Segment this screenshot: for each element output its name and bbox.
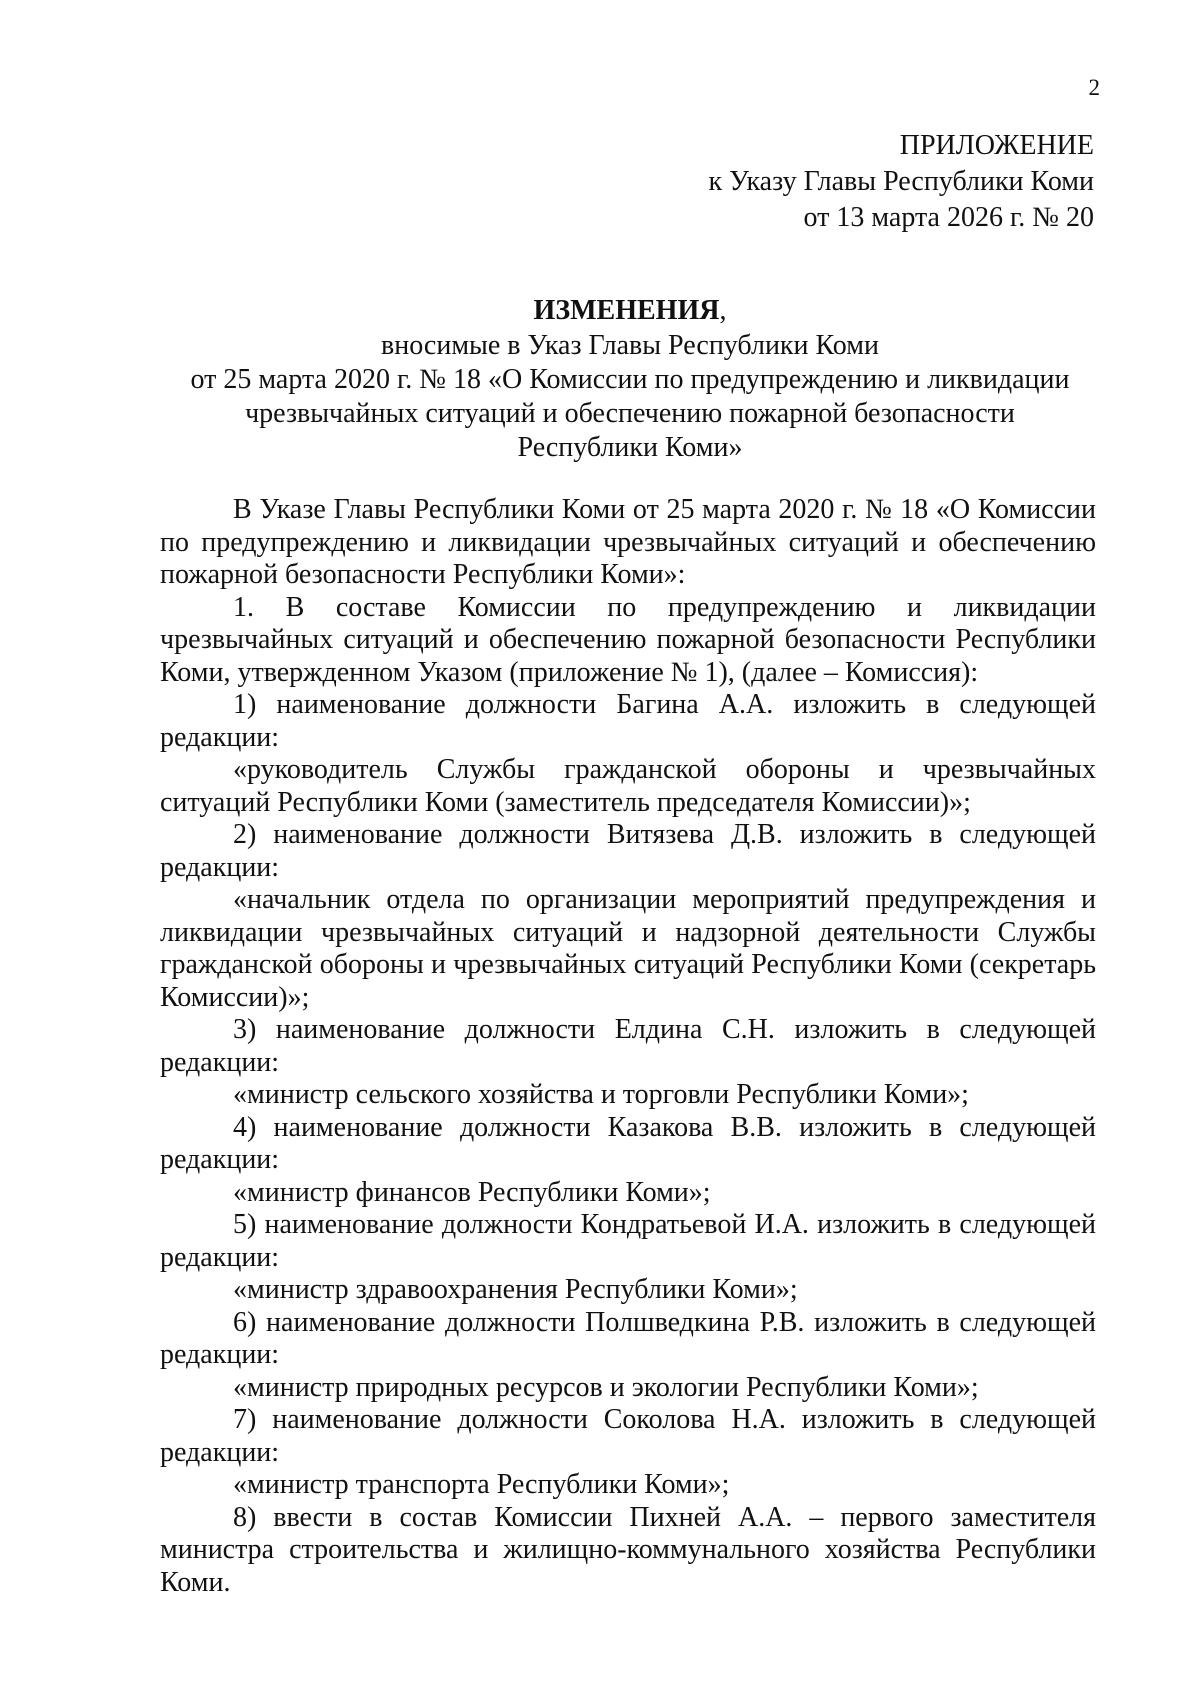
item-3-text: «министр сельского хозяйства и торговли Республики Коми»; bbox=[233, 1079, 969, 1110]
appendix-label: ПРИЛОЖЕНИЕ bbox=[899, 130, 1094, 161]
subtitle-line: чрезвычайных ситуаций и обеспечению пожарной безопасности bbox=[245, 398, 1015, 429]
item-4: 4) наименование должности Казакова В.В. изложить в следующей редакции: bbox=[160, 1111, 1096, 1175]
subtitle-line: Республики Коми» bbox=[517, 432, 743, 463]
item-6: 6) наименование должности Полшведкина Р.В. изложить в следующей редакции: bbox=[160, 1306, 1096, 1370]
appendix-header bbox=[594, 128, 1094, 236]
item-7-text: «министр транспорта Республики Коми»; bbox=[233, 1469, 730, 1500]
subtitle-line: от 25 марта 2020 г. № 18 «О Комиссии по предупреждению и ликвидации bbox=[190, 364, 1070, 395]
item-4-text: «министр финансов Республики Коми»; bbox=[233, 1176, 711, 1208]
appendix-decree-date: от 13 марта 2026 г. № 20 bbox=[803, 202, 1094, 233]
item-6-text: «министр природных ресурсов и экологии Республики Коми»; bbox=[233, 1371, 979, 1403]
item-2-text: «начальник отдела по организации мероприятий предупреждения и ликвидации чрезвычайных ситуаций и надзорной деятельности Службы гражданской обороны и чрезвычайных ситуаций Республики Коми (секретарь Комиссии)»; bbox=[160, 884, 1096, 1013]
title-heading-comma: , bbox=[719, 295, 727, 326]
item-8: 8) ввести в состав Комиссии Пихней А.А. – первого заместителя министра строительства и жилищно-коммунального хозяйства Республики Коми. bbox=[160, 1501, 1096, 1598]
page-number: 2 bbox=[1088, 75, 1100, 100]
title-heading-text: ИЗМЕНЕНИЯ bbox=[533, 295, 720, 326]
item-5-text: «министр здравоохранения Республики Коми»; bbox=[233, 1274, 798, 1305]
document-title bbox=[160, 293, 1100, 465]
intro-paragraph: В Указе Главы Республики Коми от 25 марта 2020 г. № 18 «О Комиссии по предупреждению и ликвидации чрезвычайных ситуаций и обеспечению пожарной безопасности Республики Коми»: bbox=[160, 494, 1096, 590]
title-heading bbox=[160, 293, 1100, 329]
subtitle-line: вносимые в Указ Главы Республики Коми bbox=[381, 330, 879, 361]
item-7: 7) наименование должности Соколова Н.А. изложить в следующей редакции: bbox=[160, 1404, 1096, 1468]
item-3: 3) наименование должности Елдина С.Н. изложить в следующей редакции: bbox=[160, 1014, 1096, 1078]
item-5: 5) наименование должности Кондратьевой И.А. изложить в следующей редакции: bbox=[160, 1209, 1096, 1273]
clause-1: 1. В составе Комиссии по предупреждению и ликвидации чрезвычайных ситуаций и обеспечению пожарной безопасности Республики Коми, утвержденном Указом (приложение № 1), (далее – Комиссия): bbox=[160, 591, 1096, 688]
item-1: 1) наименование должности Багина А.А. изложить в следующей редакции: bbox=[160, 689, 1096, 753]
item-1-text: «руководитель Службы гражданской обороны и чрезвычайных ситуаций Республики Коми (заместитель председателя Комиссии)»; bbox=[160, 754, 1096, 818]
document-body bbox=[160, 494, 1096, 1599]
appendix-decree-ref: к Указу Главы Республики Коми bbox=[708, 166, 1094, 197]
item-2: 2) наименование должности Витязева Д.В. изложить в следующей редакции: bbox=[160, 819, 1096, 883]
